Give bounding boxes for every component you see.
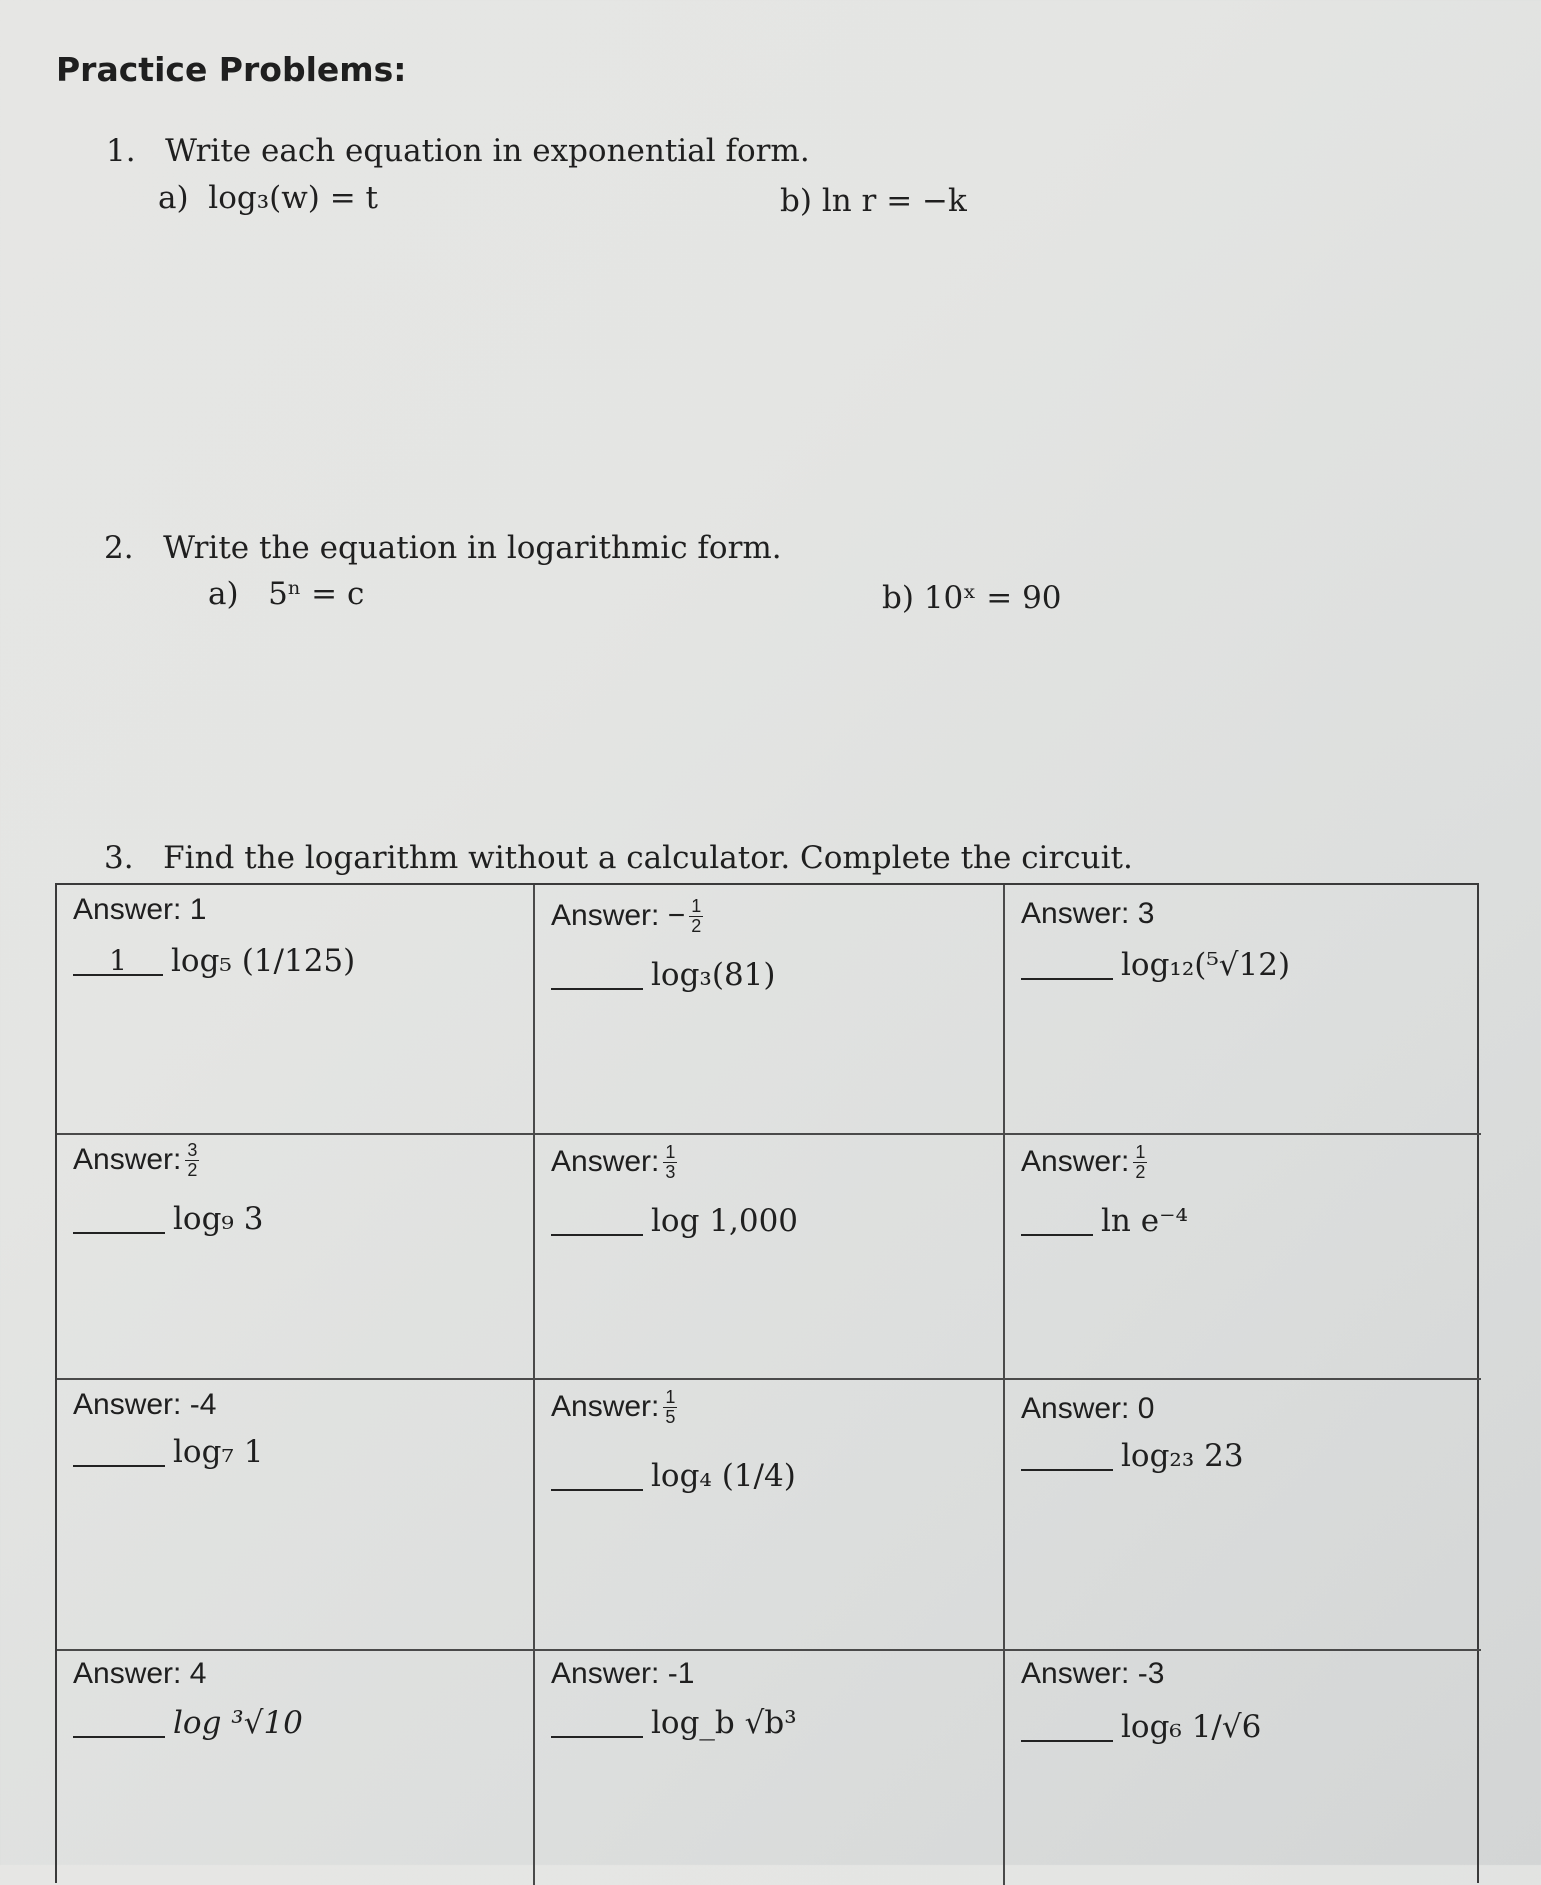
problem-1b <box>780 183 967 219</box>
answer-fraction <box>663 1388 677 1427</box>
problem-2 <box>104 530 782 566</box>
answer-label <box>1021 1392 1154 1426</box>
fraction-denominator: 2 <box>691 915 702 936</box>
circuit-cell <box>1005 1651 1481 1885</box>
circuit-cell <box>57 1380 535 1651</box>
answer-fraction <box>1133 1143 1147 1182</box>
problem-2a-expr: 5ⁿ = c <box>268 576 365 612</box>
answer-fraction <box>663 1143 677 1182</box>
fraction-denominator: 2 <box>187 1159 198 1180</box>
expression-text: ln e⁻⁴ <box>1101 1203 1188 1239</box>
answer-prefix: Answer: <box>1021 897 1130 930</box>
problem-3-text: Find the logarithm without a calculator. Complete the circuit. <box>163 840 1133 876</box>
fraction-numerator: 1 <box>691 896 702 916</box>
answer-label <box>1021 1143 1147 1182</box>
answer-prefix: Answer: <box>73 1388 182 1421</box>
problem-1b-expr: ln r = −k <box>821 183 967 219</box>
answer-prefix: Answer: <box>1021 1657 1130 1690</box>
log-expression <box>73 1705 303 1741</box>
log-expression <box>1021 1438 1244 1474</box>
circuit-cell <box>535 1380 1005 1651</box>
circuit-cell <box>535 1651 1005 1885</box>
expression-text: log_b √b³ <box>651 1705 797 1741</box>
answer-blank[interactable] <box>73 1708 165 1738</box>
answer-fraction <box>689 897 703 936</box>
log-expression <box>73 1201 263 1237</box>
problem-2b <box>882 580 1062 616</box>
log-expression <box>73 943 355 979</box>
log-expression <box>1021 1709 1261 1745</box>
problem-3 <box>104 840 1133 876</box>
answer-label <box>73 893 206 927</box>
problem-1b-label: b) <box>780 183 812 219</box>
problem-2b-label: b) <box>882 580 914 616</box>
answer-value: -4 <box>189 1388 217 1421</box>
circuit-cell <box>1005 1380 1481 1651</box>
answer-blank[interactable] <box>1021 1206 1093 1236</box>
answer-blank[interactable] <box>73 1204 165 1234</box>
expression-text: log₆ 1/√6 <box>1121 1709 1262 1745</box>
circuit-grid <box>55 883 1479 1883</box>
answer-prefix: Answer: <box>1021 1145 1130 1179</box>
problem-2a-label: a) <box>208 576 239 612</box>
expression-text: log₅ (1/125) <box>171 943 356 979</box>
answer-label <box>73 1657 206 1691</box>
answer-prefix: Answer: <box>551 1657 660 1690</box>
problem-1-text: Write each equation in exponential form. <box>165 133 810 169</box>
circuit-cell <box>1005 1135 1481 1380</box>
fraction-numerator: 1 <box>665 1387 676 1407</box>
problem-2b-expr: 10ˣ = 90 <box>923 580 1062 616</box>
circuit-cell <box>57 1651 535 1885</box>
answer-blank[interactable] <box>551 1206 643 1236</box>
expression-text: log₃(81) <box>651 957 776 993</box>
problem-1a-label: a) <box>158 180 189 216</box>
expression-text: log 1,000 <box>651 1203 799 1239</box>
answer-blank[interactable] <box>551 1461 643 1491</box>
problem-1a-expr: log₃(w) = t <box>208 180 379 216</box>
circuit-cell <box>1005 885 1481 1135</box>
circuit-cell <box>535 1135 1005 1380</box>
answer-value: -3 <box>1137 1657 1165 1690</box>
fraction-numerator: 1 <box>1135 1142 1146 1162</box>
answer-prefix: Answer: <box>551 899 660 933</box>
fraction-denominator: 5 <box>665 1406 676 1427</box>
answer-blank[interactable]: 1 <box>73 946 163 976</box>
log-expression <box>551 957 775 993</box>
problem-1 <box>106 133 810 169</box>
answer-blank[interactable] <box>1021 950 1113 980</box>
answer-prefix: Answer: <box>1021 1392 1130 1425</box>
answer-sign: − <box>667 899 686 933</box>
log-expression <box>1021 1203 1188 1239</box>
answer-prefix: Answer: <box>551 1145 660 1179</box>
log-expression <box>551 1203 798 1239</box>
circuit-cell <box>57 1135 535 1380</box>
answer-label <box>73 1388 216 1422</box>
answer-blank[interactable] <box>1021 1712 1113 1742</box>
answer-label <box>551 1388 677 1427</box>
page-title: Practice Problems: <box>56 50 407 89</box>
answer-label <box>551 897 703 936</box>
fraction-denominator: 3 <box>665 1161 676 1182</box>
answer-prefix: Answer: <box>73 893 182 926</box>
answer-prefix: Answer: <box>73 1657 182 1690</box>
answer-label <box>1021 1657 1164 1691</box>
answer-blank[interactable] <box>1021 1441 1113 1471</box>
expression-text: log₉ 3 <box>173 1201 264 1237</box>
problem-2a <box>208 576 364 612</box>
problem-2-text: Write the equation in logarithmic form. <box>163 530 782 566</box>
problem-2-number: 2. <box>104 530 134 566</box>
answer-fraction <box>185 1141 199 1180</box>
answer-value: 0 <box>1137 1392 1155 1425</box>
answer-label <box>551 1143 677 1182</box>
expression-text: log₂₃ 23 <box>1121 1438 1244 1474</box>
fraction-numerator: 1 <box>665 1142 676 1162</box>
answer-prefix: Answer: <box>551 1390 660 1424</box>
answer-blank[interactable] <box>73 1437 165 1467</box>
log-expression <box>551 1705 797 1741</box>
answer-value: -1 <box>667 1657 695 1690</box>
circuit-cell <box>535 885 1005 1135</box>
answer-prefix: Answer: <box>73 1143 182 1177</box>
fraction-denominator: 2 <box>1135 1161 1146 1182</box>
fraction-numerator: 3 <box>187 1140 198 1160</box>
expression-text: log₄ (1/4) <box>651 1458 796 1494</box>
expression-text: log₇ 1 <box>173 1434 264 1470</box>
answer-blank[interactable] <box>551 960 643 990</box>
problem-3-number: 3. <box>104 840 134 876</box>
circuit-cell <box>57 885 535 1135</box>
expression-text: log₁₂(⁵√12) <box>1121 947 1291 983</box>
answer-value: 1 <box>189 893 207 926</box>
log-expression <box>1021 947 1290 983</box>
answer-value: 3 <box>1137 897 1155 930</box>
answer-label <box>73 1141 199 1180</box>
expression-text: log ³√10 <box>173 1705 303 1741</box>
answer-label <box>551 1657 694 1691</box>
problem-1a <box>158 180 378 216</box>
log-expression <box>73 1434 263 1470</box>
answer-value: 4 <box>189 1657 207 1690</box>
problem-1-number: 1. <box>106 133 136 169</box>
log-expression <box>551 1458 796 1494</box>
answer-label <box>1021 897 1154 931</box>
answer-blank[interactable] <box>551 1708 643 1738</box>
